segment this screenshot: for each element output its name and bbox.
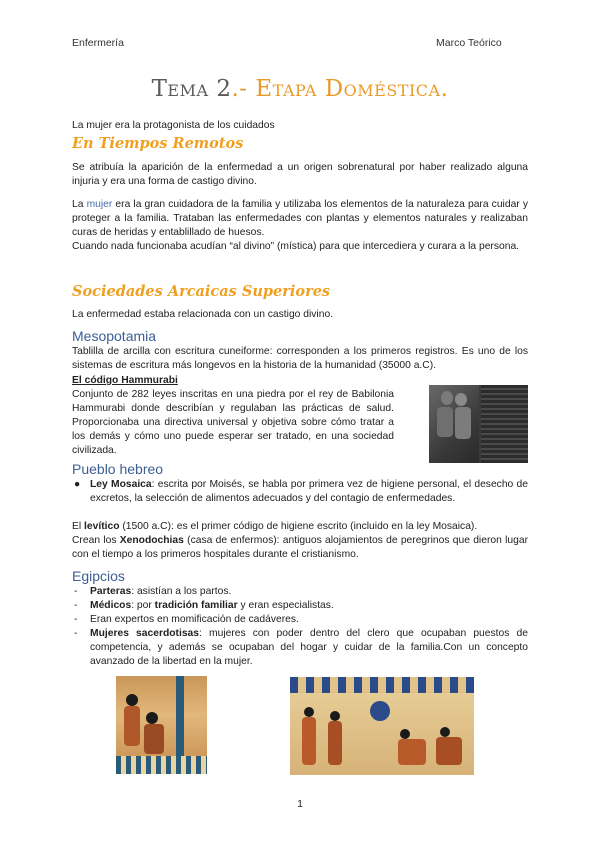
paragraph: Se atribuía la aparición de la enfermedad a un origen sobrenatural por haber realizado alguna injuria y era una forma de castigo divino. — [72, 162, 528, 187]
subheading-egipcios: Egipcios — [72, 568, 125, 584]
list-item: - Eran expertos en momificación de cadáveres. — [74, 614, 299, 625]
page-title — [0, 76, 600, 102]
paragraph: Cuando nada funcionaba acudían “al divino” (mística) para que intercediera y curara a la persona. — [72, 241, 520, 252]
header-left: Enfermería — [72, 37, 124, 49]
paragraph: La enfermedad estaba relacionada con un castigo divino. — [72, 309, 334, 320]
paragraph: Tablilla de arcilla con escritura cuneiforme: corresponden a los primeros registros. Es uno de los sistemas de escritura más longevos en la historia de la humanidad (35000 a.C). — [72, 346, 528, 371]
list-item: - Mujeres sacerdotisas: mujeres con poder dentro del clero que ocupaban puestos de competencia, y además se ocupaban del hogar y cuidar de la familia.Con un concepto avanzado de la libertad en la mujer. — [74, 628, 528, 667]
code-heading: El código Hammurabi — [72, 375, 178, 386]
title-part1: Tema 2 — [151, 76, 232, 102]
header-right: Marco Teórico — [436, 37, 502, 49]
egyptian-birth-scene-image — [290, 677, 474, 775]
page-number: 1 — [297, 798, 303, 810]
section-heading-remotos: En Tiempos Remotos — [72, 135, 244, 152]
hebreo-list — [72, 478, 528, 506]
paragraph: Conjunto de 282 leyes inscritas en una piedra por el rey de Babilonia Hammurabi donde describían y regulaban las prácticas de salud. Proporcionaba una directiva universal y objetiva sobre cómo tratar a los demás y cómo uno puede esperar ser tratado, en una sociedad civilizada. — [72, 389, 394, 456]
list-item: ● Ley Mosaica: escrita por Moisés, se habla por primera vez de higiene personal, el desecho de excretos, la selección de alimentos adecuados y del contagio de enfermedades. — [74, 479, 528, 504]
title-part2: .- Etapa Doméstica. — [231, 76, 449, 102]
section-heading-sociedades: Sociedades Arcaicas Superiores — [72, 283, 331, 300]
intro-text: La mujer era la protagonista de los cuidados — [72, 120, 275, 131]
subheading-mesopotamia: Mesopotamia — [72, 328, 157, 344]
paragraph: La mujer era la gran cuidadora de la familia y utilizaba los elementos de la naturaleza para cuidar y proteger a la familia. Trataban las enfermedades con plantas y elementos naturales y realizaban curas de heridas y entablillado de huesos. — [72, 199, 528, 238]
egyptian-physician-image — [116, 676, 207, 774]
subheading-pueblo-hebreo: Pueblo hebreo — [72, 461, 164, 477]
paragraph: Crean los Xenodochias (casa de enfermos): antiguos alojamientos de peregrinos que dieron lugar con el tiempo a los primeros hospitales durante el cristianismo. — [72, 535, 528, 560]
list-item: - Médicos: por tradición familiar y eran especialistas. — [74, 600, 334, 611]
highlight-word: mujer — [86, 199, 113, 210]
list-item: - Parteras: asistían a los partos. — [74, 586, 232, 597]
hammurabi-stele-image — [429, 385, 528, 463]
paragraph: El levítico (1500 a.C): es el primer código de higiene escrito (incluido en la ley Mosaica). — [72, 521, 478, 532]
egipcios-list — [72, 585, 528, 669]
